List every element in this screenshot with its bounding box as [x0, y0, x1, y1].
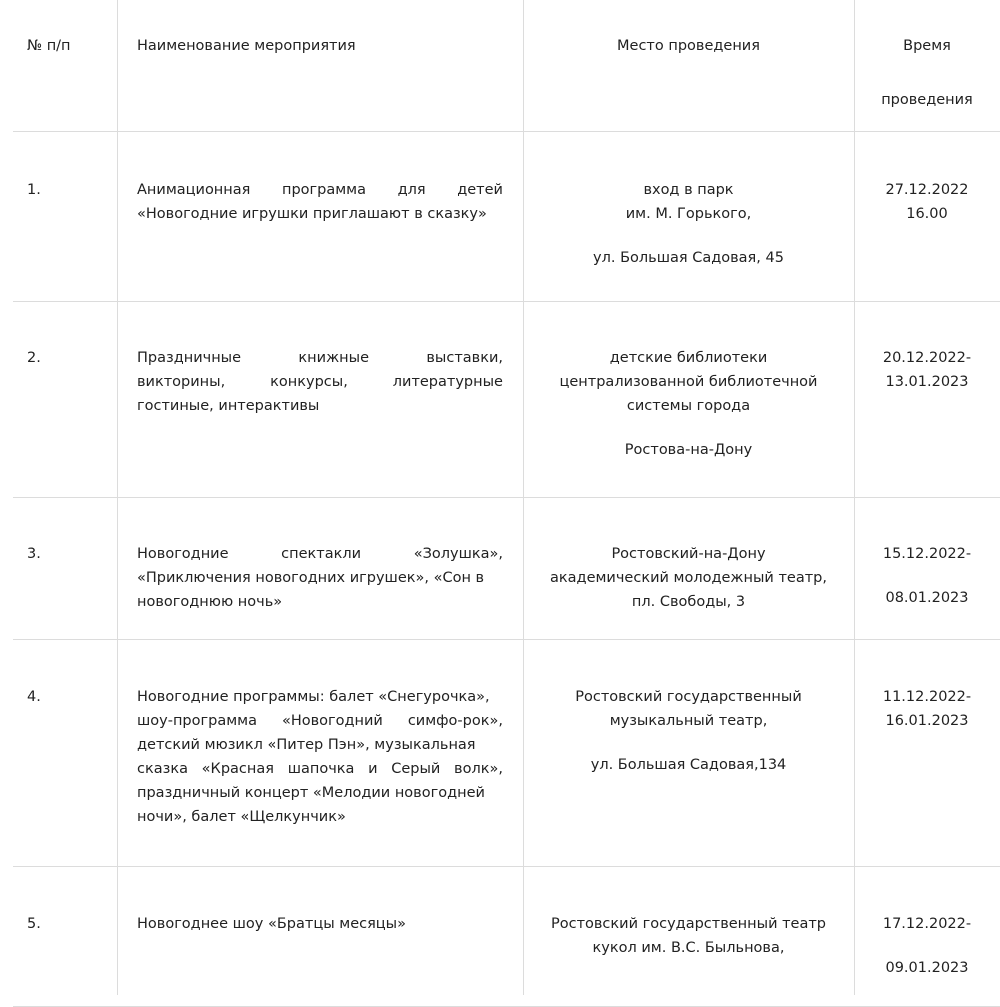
place-line: ул. Большая Садовая, 45	[593, 250, 784, 266]
name-line: «Приключения новогодних игрушек», «Сон в	[137, 570, 485, 586]
cell-num: 2.	[27, 350, 41, 366]
name-line: ночи», балет «Щелкунчик»	[137, 809, 346, 825]
name-line: Новогодние спектакли «Золушка»,	[137, 546, 503, 562]
cell-place	[523, 542, 854, 614]
cell-num: 3.	[27, 546, 41, 562]
place-line: ул. Большая Садовая,134	[590, 757, 787, 773]
cell-time	[854, 542, 1000, 610]
header-place: Место проведения	[617, 38, 760, 54]
time-line: 27.12.2022	[885, 182, 969, 198]
place-line: системы города	[626, 398, 751, 414]
header-time	[854, 34, 1000, 112]
time-line: 08.01.2023	[885, 590, 969, 606]
cell-name	[117, 685, 523, 829]
name-line: новогоднюю ночь»	[137, 594, 283, 610]
cell-name	[117, 346, 523, 418]
cell-num: 4.	[27, 689, 41, 705]
place-line: Ростова-на-Дону	[624, 442, 753, 458]
name-line: викторины, конкурсы, литературные	[137, 374, 503, 390]
header-time-line1: Время	[903, 38, 951, 54]
place-line	[523, 226, 854, 246]
place-line: Ростовский государственный театр	[550, 916, 827, 932]
header-name: Наименование мероприятия	[137, 38, 356, 54]
name-line: праздничный концерт «Мелодии новогодней	[137, 785, 485, 801]
cell-time	[854, 178, 1000, 226]
name-line: гостиные, интерактивы	[137, 398, 320, 414]
time-line: 13.01.2023	[885, 374, 969, 390]
place-line: кукол им. В.С. Быльнова,	[592, 940, 785, 956]
place-line: пл. Свободы, 3	[631, 594, 746, 610]
place-line: Ростовский-на-Дону	[611, 546, 766, 562]
time-line: 15.12.2022-	[882, 546, 972, 562]
table-row	[13, 131, 1000, 302]
cell-place	[523, 912, 854, 960]
place-line: детские библиотеки	[609, 350, 768, 366]
time-line: 16.01.2023	[885, 713, 969, 729]
time-line: 16.00	[906, 206, 948, 222]
cell-time	[854, 912, 1000, 980]
name-line: детский мюзикл «Питер Пэн», музыкальная	[137, 737, 476, 753]
place-line: Ростовский государственный	[575, 689, 802, 705]
place-line: музыкальный театр,	[609, 713, 768, 729]
place-line	[523, 418, 854, 438]
table-row	[13, 866, 1000, 1007]
header-time-line2: проведения	[881, 92, 973, 108]
name-line: Праздничные книжные выставки,	[137, 350, 503, 366]
place-line: им. М. Горького,	[625, 206, 752, 222]
name-line: шоу-программа «Новогодний симфо-рок»,	[137, 713, 503, 729]
cell-place	[523, 685, 854, 777]
name-line: Новогодние программы: балет «Снегурочка»,	[137, 689, 490, 705]
place-line: централизованной библиотечной	[559, 374, 818, 390]
name-line: Новогоднее шоу «Братцы месяцы»	[137, 916, 406, 932]
time-line	[854, 936, 1000, 956]
cell-name	[117, 178, 523, 226]
cell-time	[854, 685, 1000, 733]
header-num: № п/п	[27, 38, 71, 54]
name-line: «Новогодние игрушки приглашают в сказку»	[137, 206, 487, 222]
time-line	[854, 566, 1000, 586]
name-line: сказка «Красная шапочка и Серый волк»,	[137, 761, 503, 777]
cell-place	[523, 346, 854, 462]
table-header-row	[13, 0, 1000, 132]
time-line: 17.12.2022-	[882, 916, 972, 932]
time-line: 20.12.2022-	[882, 350, 972, 366]
table-row	[13, 639, 1000, 867]
name-line: Анимационная программа для детей	[137, 182, 503, 198]
events-table	[13, 0, 1000, 995]
place-line: академический молодежный театр,	[550, 570, 827, 586]
table-row	[13, 301, 1000, 498]
time-line: 09.01.2023	[885, 960, 969, 976]
cell-name	[117, 542, 523, 614]
table-row	[13, 497, 1000, 640]
cell-num: 5.	[27, 916, 41, 932]
cell-place	[523, 178, 854, 270]
place-line	[523, 733, 854, 753]
cell-name	[117, 912, 523, 936]
time-line: 11.12.2022-	[882, 689, 972, 705]
cell-time	[854, 346, 1000, 394]
cell-num: 1.	[27, 182, 41, 198]
place-line: вход в парк	[643, 182, 734, 198]
